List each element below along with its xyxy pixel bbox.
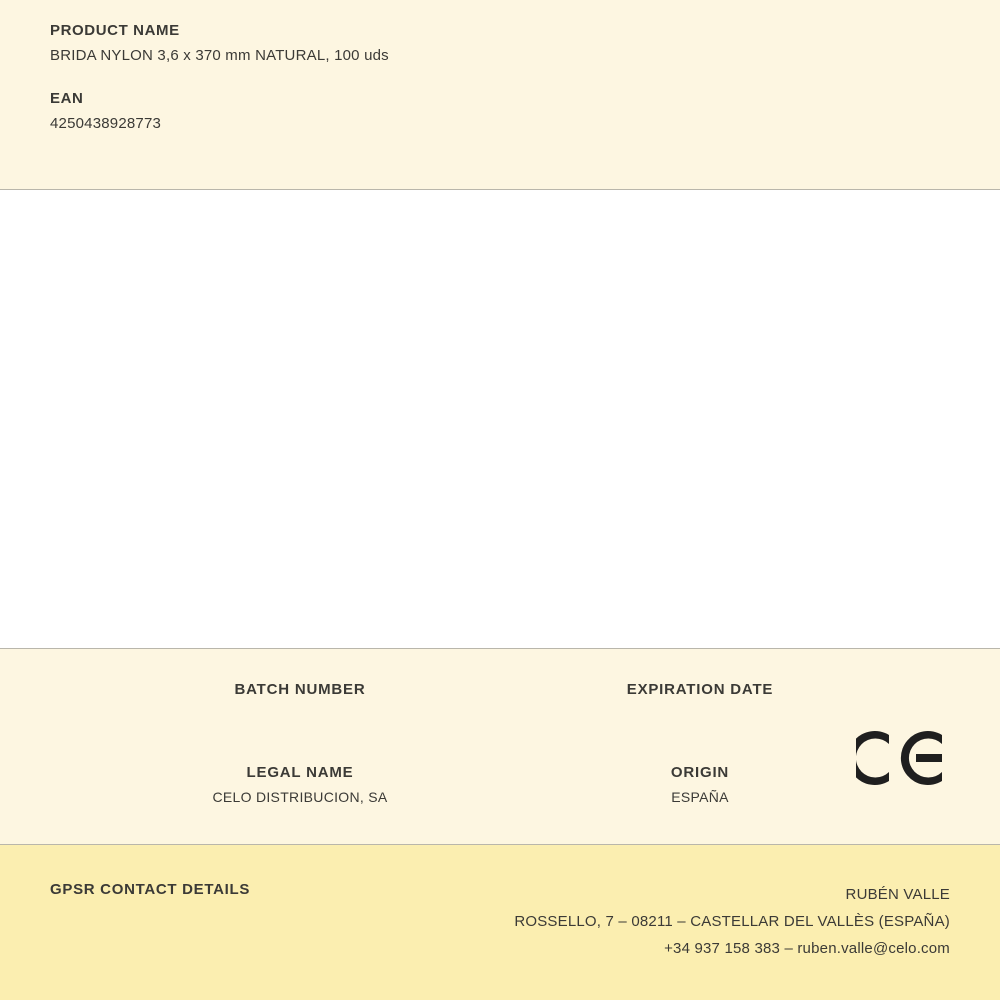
ean-label: EAN (50, 90, 84, 107)
batch-number-label: BATCH NUMBER (234, 681, 366, 698)
origin-value: ESPAÑA (671, 789, 729, 805)
ean-value: 4250438928773 (50, 115, 162, 132)
details-row-top (0, 649, 1000, 722)
gpsr-contact-name: RUBÉN VALLE (845, 886, 950, 903)
batch-number-field (100, 681, 500, 722)
gpsr-contact-details (514, 881, 950, 962)
details-row-bottom (0, 722, 1000, 807)
ce-marking-icon (856, 727, 942, 789)
legal-name-field (100, 764, 500, 807)
expiration-date-label: EXPIRATION DATE (626, 681, 774, 698)
gpsr-contact-address: ROSSELLO, 7 – 08211 – CASTELLAR DEL VALLÈS (ESPAÑA) (514, 913, 950, 930)
blank-content-area (0, 190, 1000, 649)
expiration-date-field (500, 681, 900, 722)
origin-label: ORIGIN (670, 764, 730, 781)
gpsr-contact-label: GPSR CONTACT DETAILS (50, 881, 251, 898)
expiration-date-value (500, 704, 900, 722)
batch-number-value (100, 704, 500, 722)
product-info-section (0, 0, 1000, 190)
gpsr-contact-phone-email: +34 937 158 383 – ruben.valle@celo.com (664, 940, 950, 957)
ean-field (50, 90, 950, 132)
legal-name-value: CELO DISTRIBUCION, SA (212, 789, 388, 805)
legal-name-label: LEGAL NAME (246, 764, 354, 781)
origin-field (500, 764, 900, 807)
gpsr-footer-section (0, 845, 1000, 1000)
product-name-label: PRODUCT NAME (50, 22, 180, 39)
product-name-field (50, 22, 950, 64)
label-details-section (0, 649, 1000, 845)
product-name-value: BRIDA NYLON 3,6 x 370 mm NATURAL, 100 uds (50, 47, 389, 64)
